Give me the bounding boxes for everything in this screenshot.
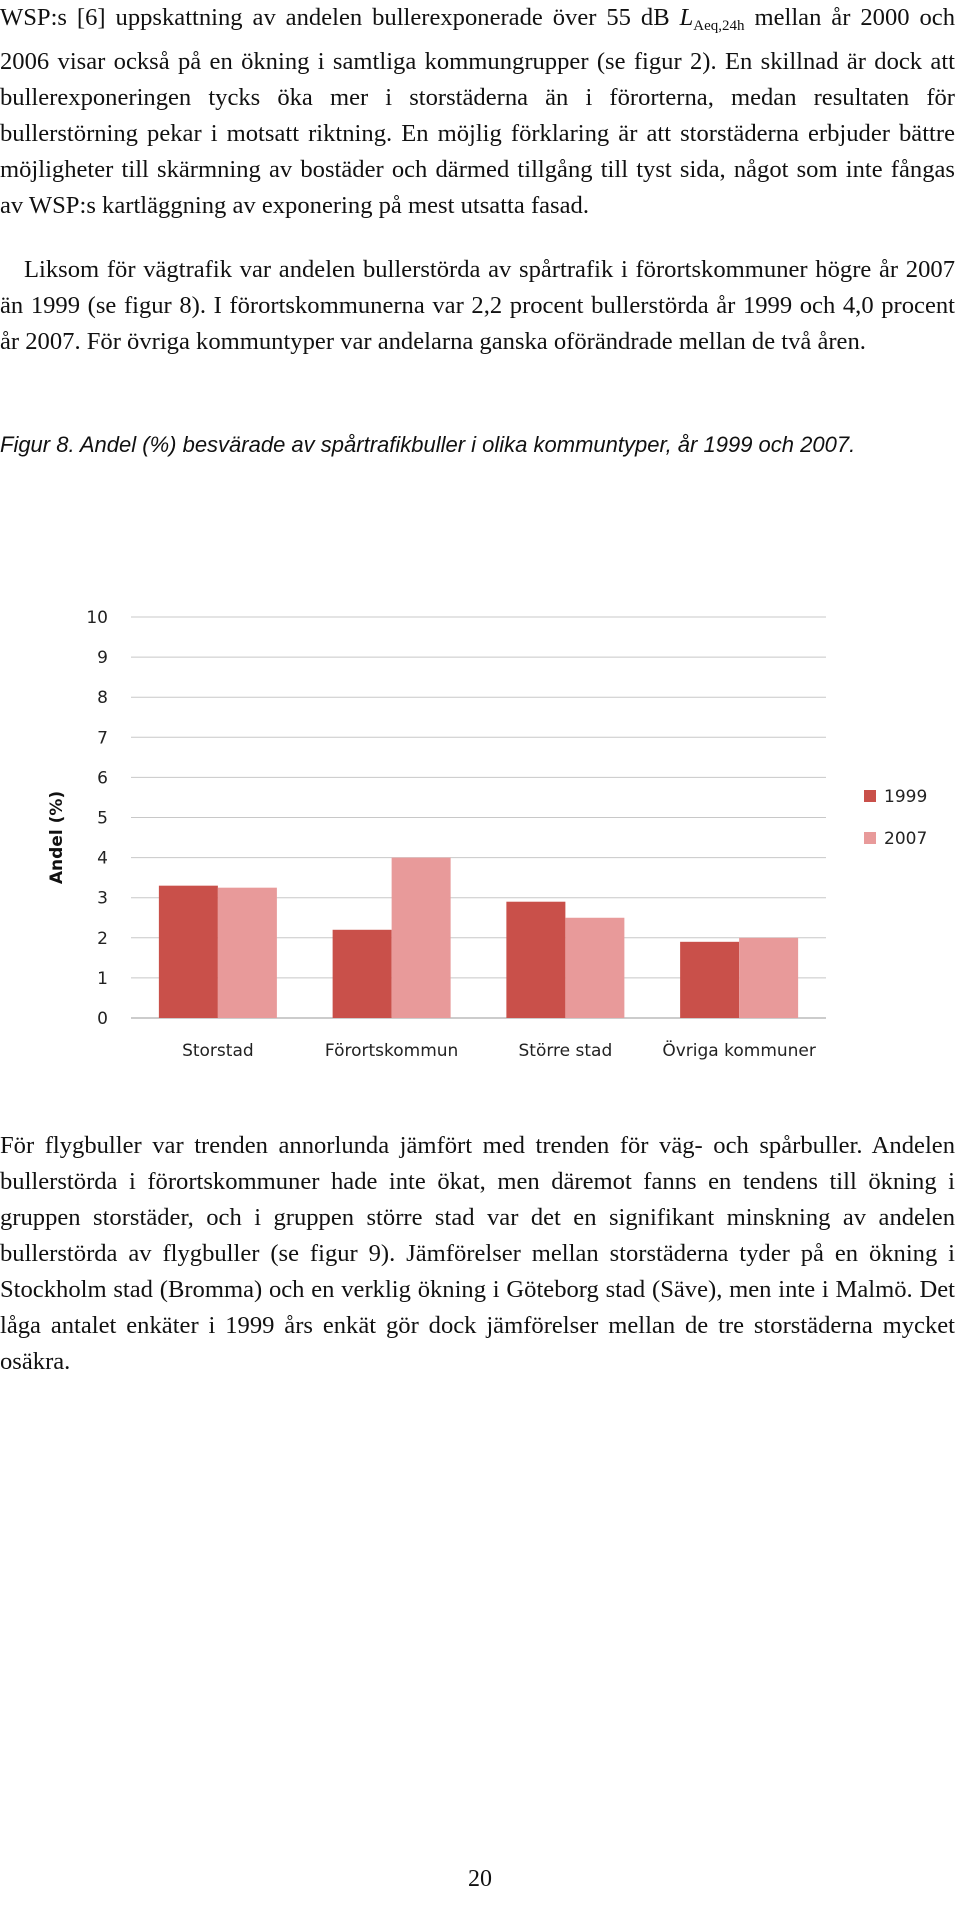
y-tick-labels <box>86 608 108 1029</box>
y-tick-label: 1 <box>97 968 108 989</box>
y-tick-label: 4 <box>97 848 108 869</box>
legend <box>864 787 927 849</box>
paragraph-1-start: WSP:s [6] uppskattning av andelen bullerexponerade över 55 dB <box>0 4 680 31</box>
paragraph-1-rest: mellan år 2000 och 2006 visar också på en ökning i samtliga kommungrupper (se figur 2). En skillnad är dock att bullerexponeringen tycks öka mer i storstäderna än i förorterna, medan resultaten för bullerstörning pekar i motsatt riktning. En möjlig förklaring är att storstäderna erbjuder bättre möjligheter till skärmning av bostäder och därmed tillgång till tyst sida, något som inte fångas av WSP:s kartläggning av exponering på mest utsatta fasad. <box>0 4 955 219</box>
y-tick-label: 9 <box>97 648 108 669</box>
bar-2007 <box>565 918 624 1018</box>
bar-chart <box>0 590 960 1090</box>
paragraph-3: För flygbuller var trenden annorlunda jämfört med trenden för väg- och spårbuller. Andelen bullerstörda i förortskommuner hade inte ökat, men däremot fanns en tendens till ökning i gruppen storstäder, och i gruppen större stad var det en signifikant minskning av andelen bullerstörda av flygbuller (se figur 9). Jämförelser mellan storstäderna tyder på en ökning i Stockholm stad (Bromma) och en verklig ökning i Göteborg stad (Säve), men inte i Malmö. Det låga antalet enkäter i 1999 års enkät gör dock jämförelser mellan de tre storstäderna mycket osäkra. <box>0 1132 955 1375</box>
y-tick-label: 0 <box>97 1009 108 1029</box>
y-tick-label: 6 <box>97 768 108 789</box>
y-tick-label: 8 <box>97 688 108 709</box>
paragraph-2: Liksom för vägtrafik var andelen bullerstörda av spårtrafik i förortskommuner högre år 2007 än 1999 (se figur 8). I förortskommunerna var 2,2 procent bullerstörda år 1999 och 4,0 procent år 2007. För övriga kommuntyper var andelarna ganska oförändrade mellan de två åren. <box>0 256 955 355</box>
legend-label: 2007 <box>884 829 928 849</box>
bar-2007 <box>739 938 798 1018</box>
y-tick-label: 2 <box>97 928 108 949</box>
x-category-label: Förortskommun <box>324 1041 459 1061</box>
bar-1999 <box>506 902 565 1018</box>
bar-1999 <box>680 942 739 1018</box>
x-category-label: Övriga kommuner <box>662 1041 816 1061</box>
y-tick-label: 7 <box>97 728 108 749</box>
bar-2007 <box>218 888 277 1018</box>
bar-1999 <box>333 930 392 1018</box>
x-category-label: Storstad <box>182 1041 254 1061</box>
x-category-label: Större stad <box>518 1041 613 1061</box>
y-tick-label: 3 <box>97 888 108 909</box>
bar-1999 <box>159 886 218 1018</box>
category-labels <box>182 1039 816 1061</box>
y-tick-label: 10 <box>86 608 108 628</box>
bar-2007 <box>392 858 451 1018</box>
page-number: 20 <box>468 1866 492 1892</box>
y-axis-title: Andel (%) <box>47 790 67 885</box>
symbol-subscript: Aeq,24h <box>693 18 745 34</box>
legend-label: 1999 <box>884 787 928 807</box>
y-tick-label: 5 <box>97 808 108 829</box>
paragraph-1 <box>0 0 955 224</box>
legend-swatch <box>864 832 876 844</box>
legend-swatch <box>864 790 876 802</box>
symbol-l: L <box>679 4 694 31</box>
bar-chart-svg <box>0 590 960 1090</box>
figure-caption: Figur 8. Andel (%) besvärade av spårtrafikbuller i olika kommuntyper, år 1999 och 2007. <box>0 432 856 457</box>
